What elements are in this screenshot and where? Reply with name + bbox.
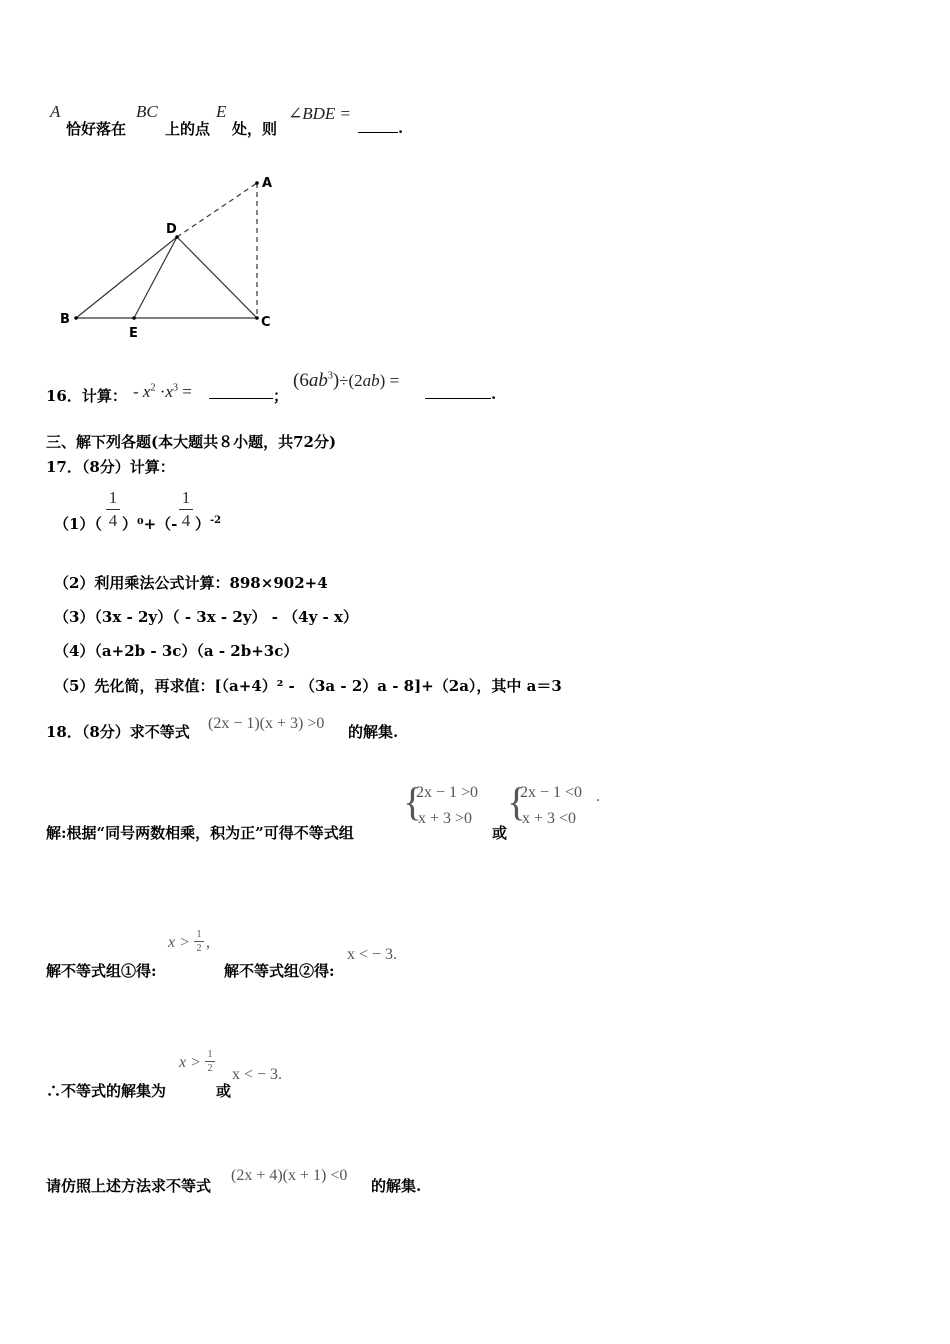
q18-title-post: 的解集.	[348, 723, 399, 741]
step1-comma: ,	[206, 934, 210, 951]
task-post: 的解集.	[371, 1177, 422, 1195]
step2-text: 解不等式组②得:	[224, 962, 335, 980]
or-text-1: 或	[492, 824, 508, 842]
step2-math: x < − 3.	[347, 946, 398, 963]
conclusion-or: 或	[216, 1082, 232, 1100]
conclusion-text: ∴不等式的解集为	[46, 1082, 167, 1100]
system2-line1: 2x − 1 <0	[520, 784, 583, 801]
conclusion-math2: x < − 3.	[232, 1066, 283, 1083]
text-then: 处，则	[232, 120, 278, 138]
point-C	[255, 316, 259, 320]
system1-line2: x + 3 >0	[418, 810, 473, 827]
q16-blank1	[209, 384, 273, 403]
math-A: A	[50, 102, 61, 121]
point-B	[74, 316, 78, 320]
math-BC: BC	[136, 102, 158, 121]
point-A	[255, 181, 259, 185]
section-3-title: 三、解下列各题(本大题共８小题，共72分)	[46, 433, 337, 451]
q17-part3: （3）（3x - 2y）（ - 3x - 2y） - （4y - x）	[54, 608, 358, 626]
q17-p1-frac1: 1 4	[106, 488, 120, 531]
q17-p1-end: ）$^{-2}$	[195, 515, 222, 533]
task-pre: 请仿照上述方法求不等式	[46, 1177, 212, 1195]
dashed-DA	[177, 183, 257, 237]
answer-blank: .	[358, 118, 403, 137]
conclusion-fraction: 1 2	[205, 1049, 215, 1074]
system1-brace: {	[403, 779, 423, 824]
q18-title-math: (2x − 1)(x + 3) >0	[208, 715, 325, 732]
system2-brace: {	[507, 779, 527, 824]
q16-expr1: - $x^2 \cdot x^3$ =	[133, 382, 192, 401]
text-fall-on: 恰好落在	[66, 120, 127, 138]
step1-fraction: 1 2	[194, 929, 204, 954]
step1-math: x >	[168, 934, 190, 951]
system1-line1: 2x − 1 >0	[416, 784, 479, 801]
q17-part5: （5）先化简，再求值：[（a+4）² - （3a - 2）a - 8]+（2a），其中 a＝3	[54, 677, 562, 695]
system2-end: .	[596, 788, 600, 805]
step1-text: 解不等式组①得:	[46, 962, 157, 980]
segment-DE	[134, 237, 177, 318]
label-A: A	[262, 176, 273, 191]
q16-number: 16．计算：	[46, 387, 127, 405]
point-E	[132, 316, 136, 320]
q16-blank2: .	[425, 384, 496, 403]
label-D: D	[166, 222, 177, 237]
q17-title: 17．（8分）计算：	[46, 458, 175, 476]
q16-expr2: $(6ab^3)\div(2ab)$ =	[293, 370, 400, 391]
system2-line2: x + 3 <0	[522, 810, 577, 827]
conclusion-math: x >	[179, 1054, 201, 1071]
math-angle-BDE: ∠BDE =	[288, 104, 352, 123]
triangle-figure	[0, 0, 950, 360]
segment-DC	[177, 237, 257, 318]
q16-separator: ；	[273, 387, 289, 405]
q17-part4: （4）（a+2b - 3c）（a - 2b+3c）	[54, 642, 299, 660]
segment-BD	[76, 237, 177, 318]
math-E: E	[216, 102, 227, 121]
q17-p1-label: （1）（	[54, 515, 102, 533]
task-math: (2x + 4)(x + 1) <0	[231, 1167, 348, 1184]
q18-solution-text: 解:根据“同号两数相乘，积为正”可得不等式组	[46, 824, 354, 842]
label-C: C	[261, 315, 271, 330]
q17-p1-frac2: 1 4	[179, 488, 193, 531]
q17-part2: （2）利用乘法公式计算：898×902+4	[54, 574, 328, 592]
label-E: E	[129, 326, 138, 341]
label-B: B	[60, 312, 70, 327]
q17-p1-mid: ）⁰+（-	[122, 515, 178, 533]
q18-title-pre: 18．（8分）求不等式	[46, 723, 190, 741]
text-point-on: 上的点	[165, 120, 211, 138]
